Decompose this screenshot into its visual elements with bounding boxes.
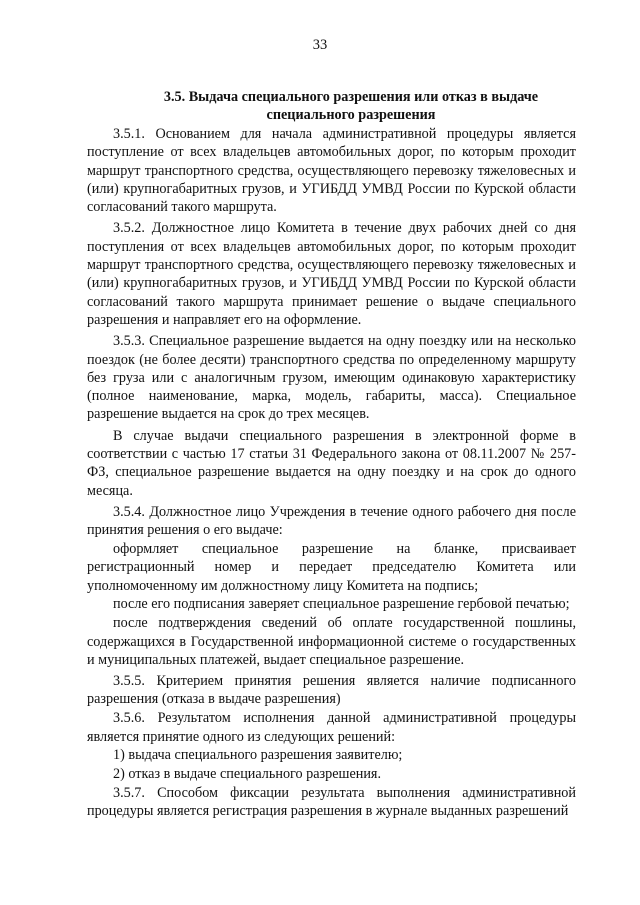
paragraph-seal: после его подписания заверяет специальное разрешение гербовой печатью; [113, 596, 570, 613]
paragraph-3-5-6: 3.5.6. Результатом исполнения данной административной процедуры является принятие одного из следующих решений: [87, 710, 576, 745]
section-title: 3.5. Выдача специального разрешения или отказ в выдаче специального разрешения [163, 89, 539, 124]
paragraph-3-5-5: 3.5.5. Критерием принятия решения является наличие подписанного разрешения (отказа в выдаче разрешения) [87, 673, 576, 708]
list-item-issue: 1) выдача специального разрешения заявителю; [113, 747, 403, 764]
paragraph-issue-form: оформляет специальное разрешение на бланке, присваивает регистрационный номер и передает председателю Комитета или уполномоченному им должностному лицу Комитета на подпись; [87, 541, 576, 594]
list-item-refusal: 2) отказ в выдаче специального разрешения. [113, 766, 382, 783]
paragraph-3-5-1: 3.5.1. Основанием для начала административной процедуры является поступление от всех владельцев автомобильных дорог, по которым проходит маршрут транспортного средства, осуществляющего перевозку тяжеловесных и (или) крупногабаритных грузов, и УГИБДД УМВД России по Курской области согласований такого маршрута. [87, 126, 576, 216]
page-number: 33 [312, 37, 328, 53]
paragraph-electronic-form: В случае выдачи специального разрешения в электронной форме в соответствии с частью 17 статьи 31 Федерального закона от 08.11.2007 № 257-ФЗ, специальное разрешение выдается на одну поездку и на срок до одного месяца. [87, 427, 576, 499]
paragraph-3-5-3: 3.5.3. Специальное разрешение выдается на одну поездку или на несколько поездок (не более десяти) транспортного средства по определенному маршруту без груза или с аналогичным грузом, имеющим одинаковую характеристику (полное наименование, марка, модель, габариты, масса). Специальное разрешение выдается на срок до трех месяцев. [87, 333, 576, 423]
paragraph-3-5-2: 3.5.2. Должностное лицо Комитета в течение двух рабочих дней со дня поступления от всех владельцев автомобильных дорог, по которым проходит маршрут транспортного средства, осуществляющего перевозку тяжеловесных и (или) крупногабаритных грузов, и УГИБДД УМВД России по Курской области согласований такого маршрута принимает решение о выдаче специального разрешения и направляет его на оформление. [87, 220, 576, 328]
paragraph-3-5-4: 3.5.4. Должностное лицо Учреждения в течение одного рабочего дня после принятия решения о его выдаче: [87, 503, 576, 539]
paragraph-3-5-7: 3.5.7. Способом фиксации результата выполнения административной процедуры является регистрация разрешения в журнале выданных разрешений [87, 784, 576, 820]
paragraph-fee-confirmation: после подтверждения сведений об оплате государственной пошлины, содержащихся в Государственной информационной системе о государственных и муниципальных платежей, выдает специальное разрешение. [87, 615, 576, 668]
section-body [87, 125, 576, 821]
